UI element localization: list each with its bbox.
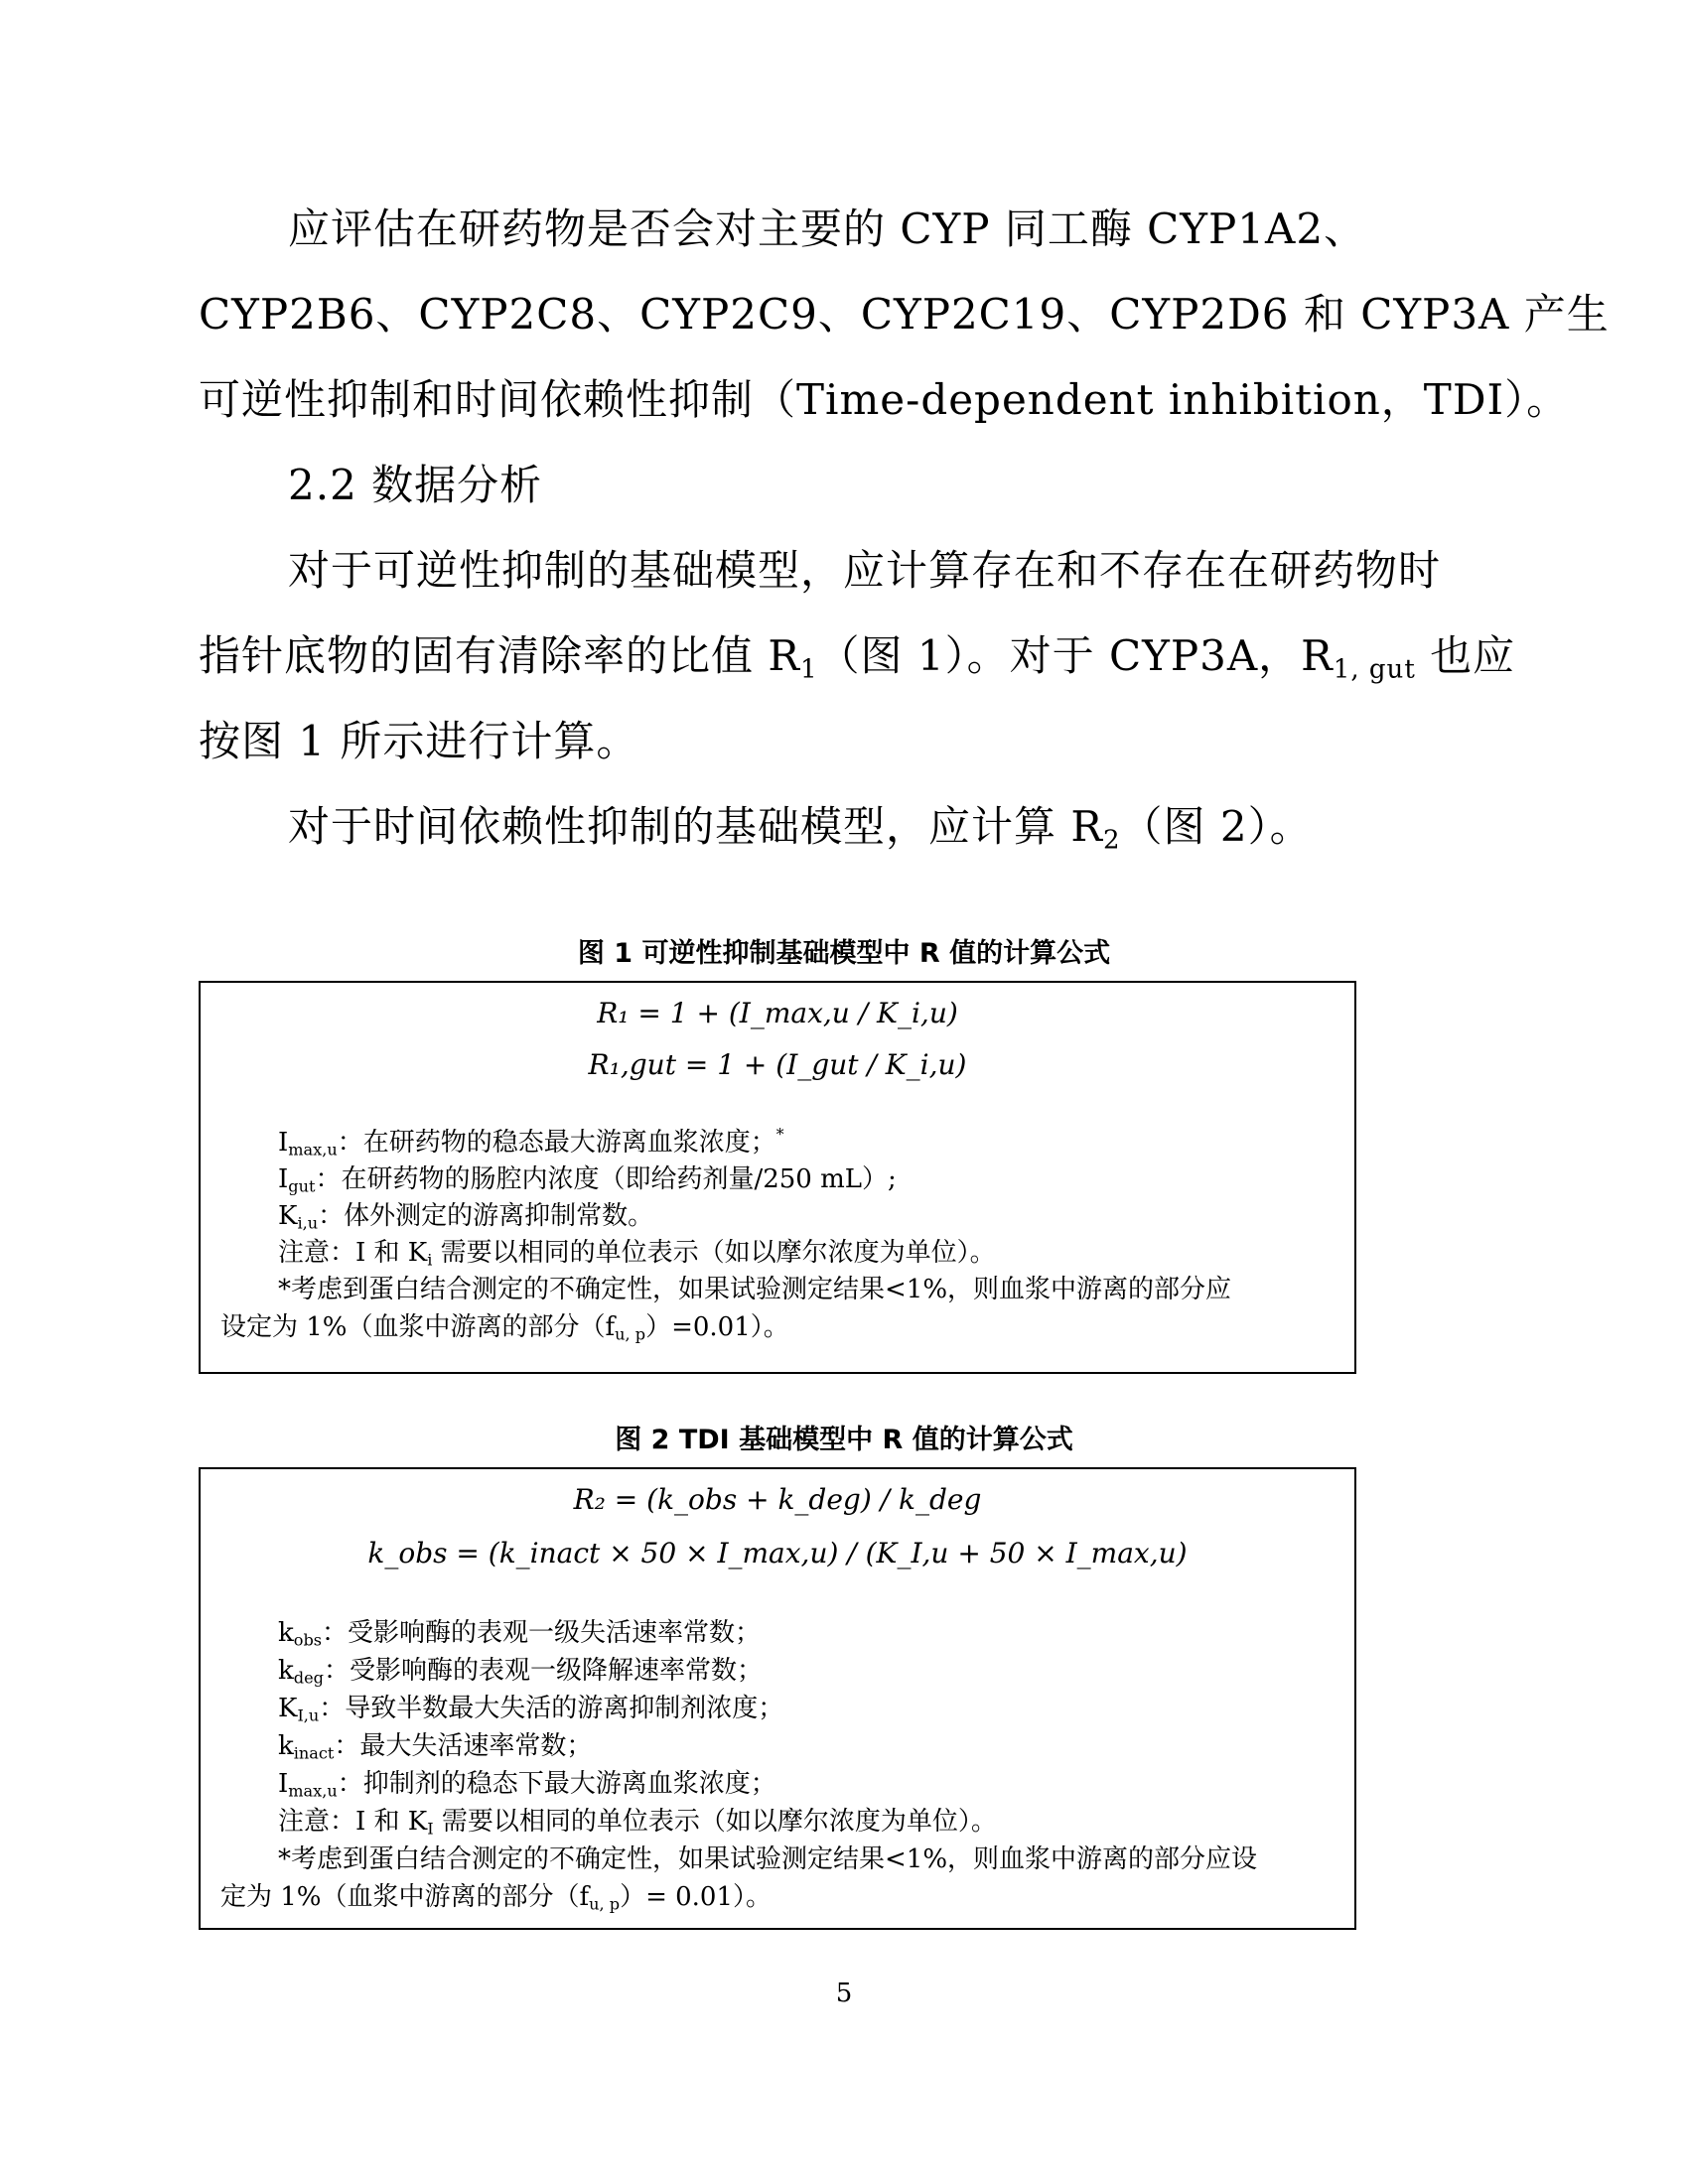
text: 定为 1%（血浆中游离的部分（f xyxy=(220,1882,590,1912)
text: （图 1）。对于 CYP3A，R xyxy=(817,631,1334,680)
figure-2-footnote-line-1: *考虑到蛋白结合测定的不确定性，如果试验测定结果<1%，则血浆中游离的部分应设 xyxy=(278,1844,1258,1874)
symbol: K xyxy=(278,1201,298,1231)
subscript: i xyxy=(427,1250,433,1270)
text: 也应 xyxy=(1415,631,1516,680)
text: ：最大失活速率常数； xyxy=(334,1731,593,1761)
subscript: obs xyxy=(293,1630,323,1650)
text: ：抑制剂的稳态下最大游离血浆浓度； xyxy=(337,1769,776,1799)
subscript: u, p xyxy=(615,1324,646,1344)
paragraph-2-line-3: 按图 1 所示进行计算。 xyxy=(199,717,639,765)
text: 注意：I 和 K xyxy=(278,1238,428,1268)
figure-1-note-ki xyxy=(278,1195,653,1233)
subscript: inact xyxy=(293,1743,335,1763)
figure-2-caption: 图 2 TDI 基础模型中 R 值的计算公式 xyxy=(615,1425,1073,1455)
text: 设定为 1%（血浆中游离的部分（f xyxy=(220,1312,616,1342)
subscript: gut xyxy=(288,1176,316,1196)
paragraph-1-line-3: 可逆性抑制和时间依赖性抑制（Time-dependent inhibition，TDI）。 xyxy=(199,375,1570,424)
figure-1-equation-2: R₁,gut = 1 + (I_gut / K_i,u) xyxy=(588,1048,967,1081)
figure-2-note-ki xyxy=(278,1688,783,1725)
text: 指针底物的固有清除率的比值 R xyxy=(199,631,800,680)
figure-2-equation-1: R₂ = (k_obs + k_deg) / k_deg xyxy=(573,1483,982,1516)
figure-1-box xyxy=(199,981,1356,1374)
subscript: 2 xyxy=(1102,825,1121,856)
figure-2-note-imax xyxy=(278,1763,776,1801)
figure-2-box xyxy=(199,1467,1356,1930)
figure-1-note-imax xyxy=(278,1122,784,1160)
text: 注意：I 和 K xyxy=(278,1807,428,1837)
figure-1-footnote-line-2 xyxy=(220,1306,789,1344)
paragraph-2-line-2 xyxy=(199,623,1516,685)
symbol: k xyxy=(278,1731,294,1761)
symbol: I xyxy=(278,1164,289,1194)
subscript: I xyxy=(427,1819,434,1839)
paragraph-3 xyxy=(288,794,1579,855)
subscript: deg xyxy=(293,1668,324,1688)
figure-1-footnote-line-1: *考虑到蛋白结合测定的不确定性，如果试验测定结果<1%，则血浆中游离的部分应 xyxy=(278,1275,1232,1304)
paragraph-2-line-1: 对于可逆性抑制的基础模型，应计算存在和不存在在研药物时 xyxy=(288,546,1442,595)
figure-2-footnote-line-2 xyxy=(220,1876,772,1914)
text: ：受影响酶的表观一级降解速率常数； xyxy=(323,1656,763,1686)
text: ）=0.01）。 xyxy=(645,1312,789,1342)
figure-1-equation-1: R₁ = 1 + (I_max,u / K_i,u) xyxy=(597,997,958,1029)
section-heading: 2.2 数据分析 xyxy=(288,461,543,509)
symbol: k xyxy=(278,1618,294,1648)
subscript: I,u xyxy=(297,1706,320,1725)
figure-2-note-kinact xyxy=(278,1725,592,1763)
symbol: k xyxy=(278,1656,294,1686)
figure-2-note-units xyxy=(278,1801,997,1839)
text: 对于时间依赖性抑制的基础模型，应计算 R xyxy=(288,802,1103,851)
figure-2-note-kobs xyxy=(278,1612,761,1650)
text: ：在研药物的肠腔内浓度（即给药剂量/250 mL）; xyxy=(315,1164,897,1194)
subscript: i,u xyxy=(297,1213,319,1233)
symbol: I xyxy=(278,1128,289,1158)
text: ：导致半数最大失活的游离抑制剂浓度； xyxy=(319,1694,784,1723)
text: 需要以相同的单位表示（如以摩尔浓度为单位）。 xyxy=(432,1238,996,1268)
figure-2-note-kdeg xyxy=(278,1650,763,1688)
figure-1-caption: 图 1 可逆性抑制基础模型中 R 值的计算公式 xyxy=(577,938,1111,969)
paragraph-1-line-1: 应评估在研药物是否会对主要的 CYP 同工酶 CYP1A2、 xyxy=(288,205,1367,253)
text: ：在研药物的稳态最大游离血浆浓度； xyxy=(337,1128,776,1158)
figure-2-equation-2: k_obs = (k_inact × 50 × I_max,u) / (K_I,u + 50 × I_max,u) xyxy=(367,1537,1188,1570)
text: ：受影响酶的表观一级失活速率常数； xyxy=(322,1618,762,1648)
text: ：体外测定的游离抑制常数。 xyxy=(318,1201,654,1231)
symbol: K xyxy=(278,1694,298,1723)
subscript: max,u xyxy=(288,1140,338,1160)
subscript: u, p xyxy=(589,1894,621,1914)
figure-1-note-igut xyxy=(278,1159,897,1196)
text: （图 2）。 xyxy=(1120,802,1313,851)
page-number: 5 xyxy=(835,1979,853,2008)
paragraph-1-line-2: CYP2B6、CYP2C8、CYP2C9、CYP2C19、CYP2D6 和 CYP3A 产生 xyxy=(199,290,1610,339)
subscript: max,u xyxy=(288,1781,338,1801)
footnote-marker: * xyxy=(775,1126,784,1145)
symbol: I xyxy=(278,1769,289,1799)
text: ）= 0.01）。 xyxy=(620,1882,773,1912)
text: 需要以相同的单位表示（如以摩尔浓度为单位）。 xyxy=(433,1807,997,1837)
subscript: 1, gut xyxy=(1333,654,1416,685)
figure-1-note-units xyxy=(278,1232,996,1270)
subscript: 1 xyxy=(799,654,818,685)
